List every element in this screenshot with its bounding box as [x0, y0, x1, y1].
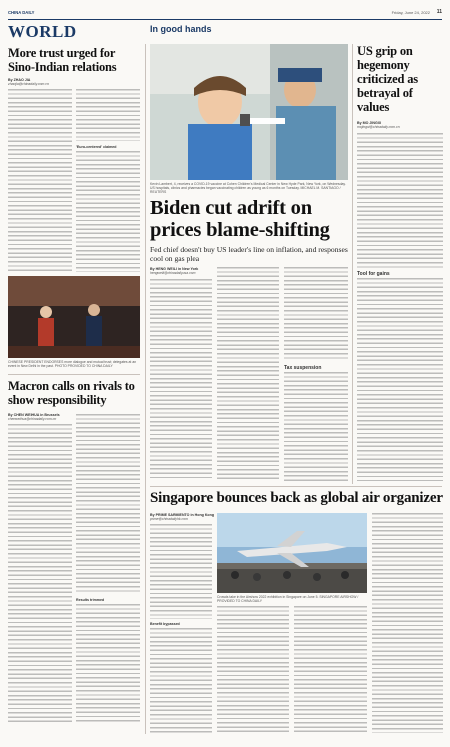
page-number: 11	[436, 9, 442, 15]
byline-email-us-grip: mojingxi@chinadaily.com.cn	[357, 125, 400, 129]
subhead-singapore: Benefit bypassed	[150, 622, 180, 626]
column-divider-right	[352, 44, 353, 484]
body-text-biden-col1	[150, 279, 212, 481]
byline-email-sino-indian: zhaojia@chinadaily.com.cn	[8, 82, 49, 86]
body-text-sino-indian-col2b	[76, 151, 140, 272]
headline-macron: Macron calls on rivals to show responsibility	[8, 379, 135, 407]
body-text-singapore-col2	[217, 606, 289, 733]
body-text-macron-col2a	[76, 414, 140, 594]
section-label-in-good-hands: In good hands	[150, 24, 212, 34]
deck-biden: Fed chief doesn't buy US leader's line on inflation, and responses cool on gas plea	[150, 245, 348, 263]
body-text-macron-col1	[8, 424, 72, 724]
body-text-singapore-col1a	[150, 524, 212, 619]
body-text-singapore-col1b	[150, 628, 212, 733]
body-text-macron-col2b	[76, 604, 140, 724]
caption-covid-vaccine: Kevin Lambert, 4, receives a COVID-19 vaccine at Cohen Children's Medical Center in New Hyde Park, New York, on Wednesday. US hospitals, clinics and pharmacies began vaccinating children as young as 6 months on Tuesday. MICHAEL M. SANTIAGO / REUTERS	[150, 182, 346, 195]
photo-covid-vaccine	[150, 44, 348, 180]
masthead	[8, 8, 442, 18]
china-daily-logo: CHINA DAILY	[8, 10, 35, 15]
byline-macron: By CHEN WEIHUA in Brussels	[8, 413, 60, 417]
subhead-biden: Tax suspension	[284, 365, 322, 371]
body-text-biden-col2	[217, 267, 279, 481]
subhead-us-grip: Tool for gains	[357, 271, 390, 277]
headline-us-grip: US grip on hegemony criticized as betrayal of values	[357, 44, 418, 114]
body-text-sino-indian-col2	[76, 89, 140, 141]
byline-email-biden: hengweili@chinadailyusa.com	[150, 271, 196, 275]
headline-biden: Biden cut adrift on prices blame-shifting	[150, 197, 330, 241]
photo-singapore-airshow	[217, 513, 367, 593]
byline-singapore: By PRIME SARMIENTO in Hong Kong	[150, 513, 215, 517]
page-date: Friday, June 24, 2022	[391, 10, 430, 15]
body-text-biden-col3a	[284, 267, 348, 361]
headline-singapore: Singapore bounces back as global air organizer	[150, 490, 443, 506]
headline-sino-indian: More trust urged for Sino-Indian relations	[8, 46, 117, 74]
byline-sino-indian: By ZHAO JIA	[8, 78, 31, 82]
body-text-us-grip-b	[357, 278, 443, 481]
column-divider-left	[145, 44, 146, 734]
section-title: WORLD	[8, 22, 77, 41]
subhead-sino-indian: 'Euro-centered' claimed	[76, 145, 117, 149]
caption-sino-indian: CHINESE PRESIDENT ENDORSES more dialogue and mutual trust; delegates at an event in New Delhi in the past. PHOTO PROVIDED TO CHINA DAILY	[8, 360, 137, 369]
masthead-rule	[8, 19, 442, 20]
body-text-biden-col3b	[284, 372, 348, 481]
photo-sino-indian-event	[8, 276, 140, 358]
byline-email-singapore: prime@chinadailyhk.com	[150, 517, 188, 521]
body-text-us-grip-a	[357, 133, 443, 268]
byline-us-grip: By MO JINGXI	[357, 121, 382, 125]
body-text-singapore-col3	[294, 606, 367, 733]
byline-email-macron: chenweihua@chinadaily.com.cn	[8, 417, 57, 421]
caption-singapore-airshow: Crowds take in the Airshow 2022 exhibition in Singapore on June 5. SINGAPORE AIRSHOW / PROVIDED TO CHINA DAILY	[217, 595, 359, 604]
divider-left-column	[8, 374, 140, 375]
body-text-singapore-col4	[372, 513, 443, 733]
body-text-sino-indian-col1	[8, 89, 72, 272]
byline-biden: By HENG WEILI in New York	[150, 267, 199, 271]
divider-singapore	[150, 486, 442, 487]
subhead-macron: Results trimmed	[76, 598, 105, 602]
